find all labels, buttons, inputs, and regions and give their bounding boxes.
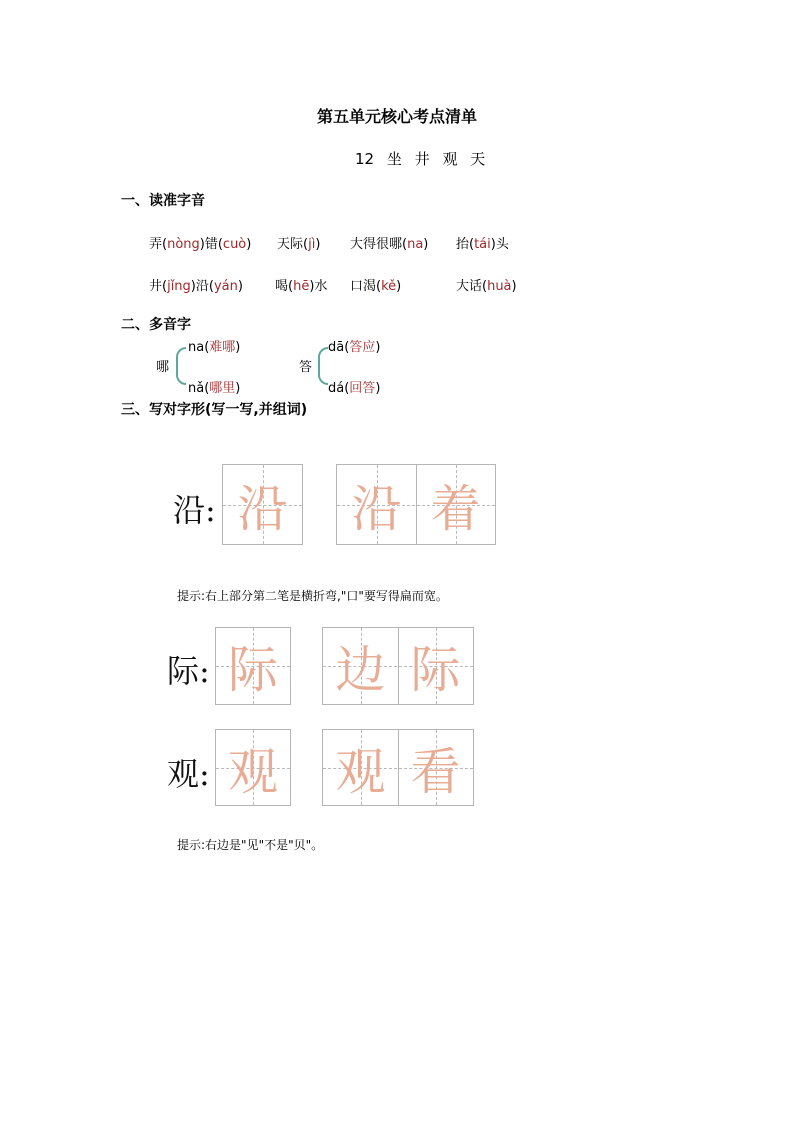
polyphone-char: 哪 [156, 360, 170, 375]
reading-item: 抬(tái)头 [456, 237, 509, 252]
lesson-char: 观 [442, 150, 458, 168]
lesson-title [355, 148, 493, 169]
model-char: 沿 [237, 479, 288, 538]
reading-item: 大话(huà) [456, 279, 517, 294]
hint-text: 提示:右边是"见"不是"贝"。 [177, 838, 324, 852]
model-char: 着 [430, 479, 481, 538]
page-title: 第五单元核心考点清单 [316, 107, 477, 126]
writing-grid-pair [322, 627, 474, 705]
writing-grid-single [215, 627, 291, 705]
model-char: 观 [228, 742, 278, 801]
writing-grid-pair [322, 729, 474, 806]
polyphone-reading: nǎ(哪里) [188, 381, 241, 396]
reading-item: 喝(hē)水 [275, 279, 328, 294]
brace-icon [318, 347, 328, 385]
lesson-char: 井 [414, 150, 430, 168]
model-char: 看 [410, 742, 461, 801]
writing-label: 沿: [173, 491, 216, 529]
model-char: 边 [335, 641, 386, 699]
lesson-char: 天 [470, 150, 486, 168]
reading-item: 弄(nòng)错(cuò) [149, 237, 252, 252]
writing-grid-pair [336, 464, 496, 545]
model-char: 际 [228, 641, 278, 699]
polyphone-reading: dá(回答) [328, 381, 381, 396]
model-char: 观 [335, 742, 386, 801]
reading-item: 大得很哪(na) [350, 237, 429, 252]
section-heading-polyphone: 二、多音字 [121, 317, 191, 333]
hint-text: 提示:右上部分第二笔是横折弯,"口"要写得扁而宽。 [177, 589, 448, 603]
writing-grid-single [222, 464, 303, 545]
reading-item: 口渴(kě) [350, 279, 402, 294]
brace-icon [176, 347, 186, 385]
reading-item: 天际(jì) [277, 237, 321, 252]
lesson-number: 12 [355, 150, 375, 168]
writing-label: 观: [167, 755, 210, 793]
writing-label: 际: [167, 652, 210, 690]
writing-grid-single [215, 729, 291, 806]
model-char: 沿 [351, 479, 402, 538]
reading-item: 井(jǐng)沿(yán) [149, 279, 243, 294]
polyphone-reading: dā(答应) [328, 340, 381, 355]
polyphone-char: 答 [299, 360, 313, 375]
section-heading-writing: 三、写对字形(写一写,并组词) [121, 402, 308, 418]
model-char: 际 [410, 641, 461, 699]
section-heading-pronunciation: 一、读准字音 [121, 193, 205, 209]
lesson-char: 坐 [386, 150, 402, 168]
polyphone-reading: na(难哪) [188, 340, 241, 355]
